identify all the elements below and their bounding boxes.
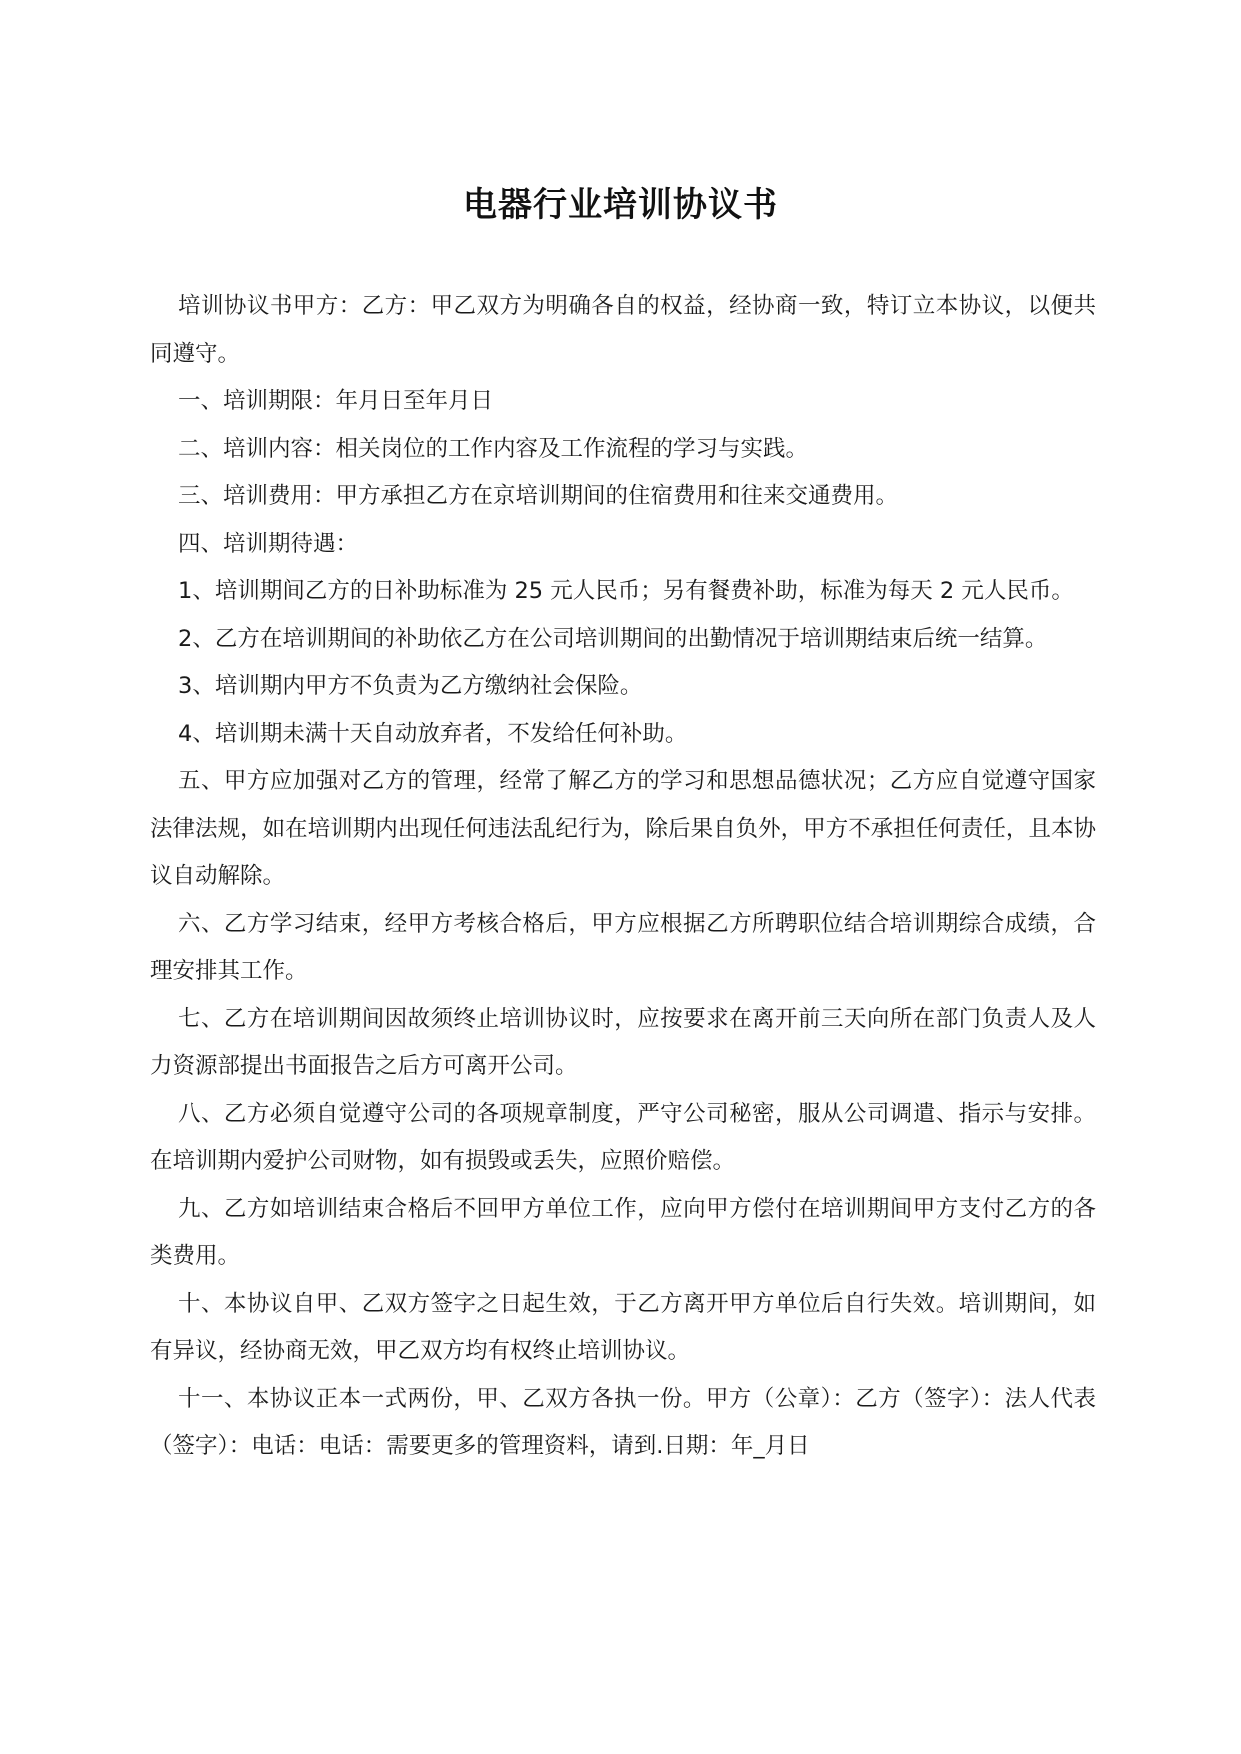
- paragraph-treatment-1: 1、培训期间乙方的日补助标准为 25 元人民币；另有餐费补助，标准为每天 2 元人民币。: [178, 578, 1074, 604]
- document-body: [150, 283, 1096, 1471]
- paragraph-treatment-3: 3、培训期内甲方不负责为乙方缴纳社会保险。: [178, 673, 643, 699]
- paragraph-clause-6: 六、乙方学习结束，经甲方考核合格后，甲方应根据乙方所聘职位结合培训期综合成绩，合理安排其工作。: [150, 910, 1096, 984]
- document-title: 电器行业培训协议书: [463, 184, 778, 225]
- paragraph-clause-5: 五、甲方应加强对乙方的管理，经常了解乙方的学习和思想品德状况；乙方应自觉遵守国家法律法规，如在培训期内出现任何违法乱纪行为，除后果自负外，甲方不承担任何责任，且本协议自动解除。: [150, 768, 1096, 889]
- paragraph-training-content: 二、培训内容：相关岗位的工作内容及工作流程的学习与实践。: [178, 435, 809, 462]
- paragraph-training-period: 一、培训期限：年月日至年月日: [178, 388, 494, 414]
- paragraph-treatment-heading: 四、培训期待遇：: [178, 530, 359, 557]
- paragraph-treatment-2: 2、乙方在培训期间的补助依乙方在公司培训期间的出勤情况于培训期结束后统一结算。: [178, 625, 1048, 652]
- paragraph-clause-7: 七、乙方在培训期间因故须终止培训协议时，应按要求在离开前三天向所在部门负责人及人力资源部提出书面报告之后方可离开公司。: [150, 1005, 1096, 1079]
- paragraph-clause-10: 十、本协议自甲、乙双方签字之日起生效，于乙方离开甲方单位后自行失效。培训期间，如有异议，经协商无效，甲乙双方均有权终止培训协议。: [150, 1290, 1096, 1364]
- paragraph-treatment-4: 4、培训期未满十天自动放弃者，不发给任何补助。: [178, 720, 688, 747]
- paragraph-intro: 培训协议书甲方：乙方：甲乙双方为明确各自的权益，经协商一致，特订立本协议，以便共同遵守。: [150, 293, 1096, 367]
- paragraph-training-cost: 三、培训费用：甲方承担乙方在京培训期间的住宿费用和往来交通费用。: [178, 483, 899, 509]
- paragraph-clause-8: 八、乙方必须自觉遵守公司的各项规章制度，严守公司秘密，服从公司调遣、指示与安排。在培训期内爱护公司财物，如有损毁或丢失，应照价赔偿。: [150, 1100, 1096, 1174]
- paragraph-clause-11: 十一、本协议正本一式两份，甲、乙双方各执一份。甲方（公章）：乙方（签字）：法人代表（签字）：电话：电话：需要更多的管理资料，请到.日期：年_月日: [150, 1385, 1096, 1459]
- paragraph-clause-9: 九、乙方如培训结束合格后不回甲方单位工作，应向甲方偿付在培训期间甲方支付乙方的各类费用。: [150, 1195, 1096, 1269]
